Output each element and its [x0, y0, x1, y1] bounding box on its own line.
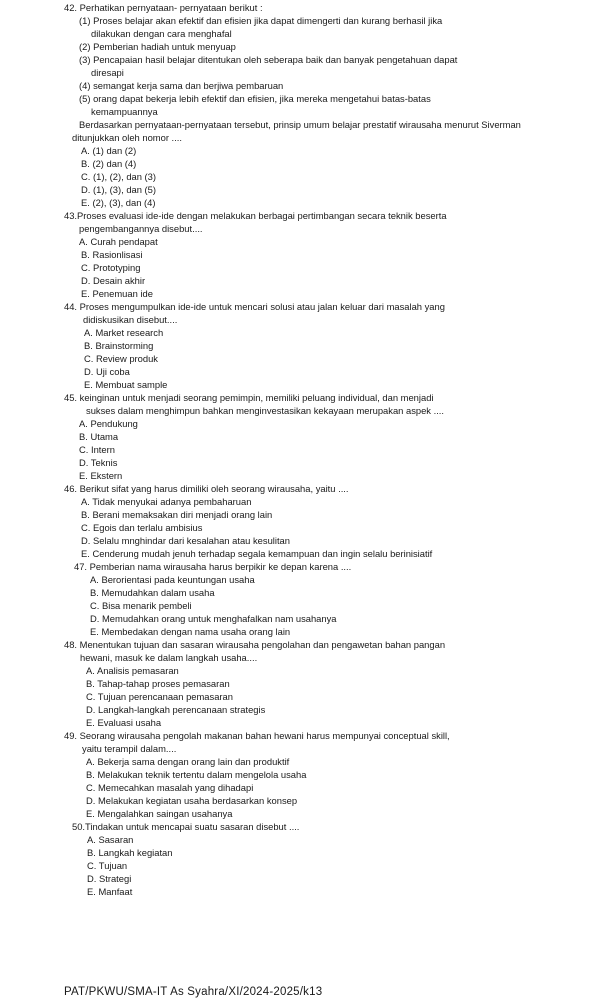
option-42-b: B. (2) dan (4): [81, 158, 137, 169]
option-42-c: C. (1), (2), dan (3): [81, 171, 157, 182]
question-49-stem-line-1: 49. Seorang wirausaha pengolah makanan bahan hewani harus mempunyai conceptual skill,: [64, 730, 450, 741]
option-46-e: E. Cenderung mudah jenuh terhadap segala kemampuan dan ingin selalu berinisiatif: [81, 548, 433, 559]
option-45-b: B. Utama: [79, 431, 119, 442]
statement-5-line-2: kemampuannya: [91, 106, 158, 117]
option-47-b: B. Memudahkan dalam usaha: [90, 587, 215, 598]
option-43-b: B. Rasionlisasi: [81, 249, 143, 260]
statement-3-line-2: diresapi: [91, 67, 124, 78]
option-43-e: E. Penemuan ide: [81, 288, 153, 299]
option-46-b: B. Berani memaksakan diri menjadi orang lain: [81, 509, 273, 520]
option-49-b: B. Melakukan teknik tertentu dalam mengelola usaha: [86, 769, 307, 780]
question-45-stem-line-1: 45. keinginan untuk menjadi seorang pemimpin, memiliki peluang individual, dan menjadi: [64, 392, 434, 403]
option-42-a: A. (1) dan (2): [81, 145, 137, 156]
option-50-d: D. Strategi: [87, 873, 132, 884]
option-50-b: B. Langkah kegiatan: [87, 847, 173, 858]
option-49-a: A. Bekerja sama dengan orang lain dan produktif: [86, 756, 290, 767]
question-44-stem-line-1: 44. Proses mengumpulkan ide-ide untuk mencari solusi atau jalan keluar dari masalah yang: [64, 301, 445, 312]
option-43-a: A. Curah pendapat: [79, 236, 158, 247]
question-42-stem: 42. Perhatikan pernyataan- pernyataan berikut :: [64, 2, 263, 13]
option-50-c: C. Tujuan: [87, 860, 128, 871]
statement-1-line-1: (1) Proses belajar akan efektif dan efisien jika dapat dimengerti dan kurang berhasil jika: [79, 15, 443, 26]
option-42-e: E. (2), (3), dan (4): [81, 197, 156, 208]
question-47-stem: 47. Pemberian nama wirausaha harus berpikir ke depan karena ....: [74, 561, 352, 572]
option-48-c: C. Tujuan perencanaan pemasaran: [86, 691, 233, 702]
option-42-d: D. (1), (3), dan (5): [81, 184, 157, 195]
question-46-stem: 46. Berikut sifat yang harus dimiliki oleh seorang wirausaha, yaitu ....: [64, 483, 349, 494]
option-45-e: E. Ekstern: [79, 470, 123, 481]
option-44-d: D. Uji coba: [84, 366, 130, 377]
option-49-c: C. Memecahkan masalah yang dihadapi: [86, 782, 254, 793]
option-48-a: A. Analisis pemasaran: [86, 665, 179, 676]
option-48-b: B. Tahap-tahap proses pemasaran: [86, 678, 230, 689]
question-45-stem-line-2: sukses dalam menghimpun bahkan menginvestasikan kekayaan merupakan aspek ....: [86, 405, 445, 416]
question-49-stem-line-2: yaitu terampil dalam....: [82, 743, 177, 754]
option-47-c: C. Bisa menarik pembeli: [90, 600, 192, 611]
question-42-prompt-line-1: Berdasarkan pernyataan-pernyataan tersebut, prinsip umum belajar prestatif wirausaha menurut Siverman: [79, 119, 521, 130]
option-44-b: B. Brainstorming: [84, 340, 154, 351]
option-45-d: D. Teknis: [79, 457, 118, 468]
question-48-stem-line-1: 48. Menentukan tujuan dan sasaran wirausaha pengolahan dan pengawetan bahan pangan: [64, 639, 446, 650]
option-49-e: E. Mengalahkan saingan usahanya: [86, 808, 233, 819]
option-46-c: C. Egois dan terlalu ambisius: [81, 522, 203, 533]
option-45-a: A. Pendukung: [79, 418, 138, 429]
question-44-stem-line-2: didiskusikan disebut....: [83, 314, 178, 325]
option-46-a: A. Tidak menyukai adanya pembaharuan: [81, 496, 252, 507]
question-42-prompt-line-2: ditunjukkan oleh nomor ....: [72, 132, 182, 143]
statement-1-line-2: dilakukan dengan cara menghafal: [91, 28, 232, 39]
statement-2: (2) Pemberian hadiah untuk menyuap: [79, 41, 236, 52]
option-45-c: C. Intern: [79, 444, 115, 455]
option-49-d: D. Melakukan kegiatan usaha berdasarkan konsep: [86, 795, 298, 806]
option-44-e: E. Membuat sample: [84, 379, 168, 390]
option-50-e: E. Manfaat: [87, 886, 133, 897]
page-footer: PAT/PKWU/SMA-IT As Syahra/XI/2024-2025/k13: [64, 986, 323, 998]
question-50-stem: 50.Tindakan untuk mencapai suatu sasaran disebut ....: [72, 821, 300, 832]
option-47-a: A. Berorientasi pada keuntungan usaha: [90, 574, 255, 585]
option-48-e: E. Evaluasi usaha: [86, 717, 162, 728]
statement-3-line-1: (3) Pencapaian hasil belajar ditentukan oleh seberapa baik dan banyak pengetahuan dapat: [79, 54, 458, 65]
option-44-c: C. Review produk: [84, 353, 158, 364]
option-50-a: A. Sasaran: [87, 834, 134, 845]
question-43-stem-line-2: pengembangannya disebut....: [79, 223, 203, 234]
statement-5-line-1: (5) orang dapat bekerja lebih efektif dan efisien, jika mereka mengetahui batas-batas: [79, 93, 431, 104]
option-44-a: A. Market research: [84, 327, 164, 338]
option-47-d: D. Memudahkan orang untuk menghafalkan nam usahanya: [90, 613, 337, 624]
option-43-d: D. Desain akhir: [81, 275, 146, 286]
option-46-d: D. Selalu mnghindar dari kesalahan atau kesulitan: [81, 535, 290, 546]
option-43-c: C. Prototyping: [81, 262, 141, 273]
option-48-d: D. Langkah-langkah perencanaan strategis: [86, 704, 266, 715]
question-48-stem-line-2: hewani, masuk ke dalam langkah usaha....: [80, 652, 258, 663]
statement-4: (4) semangat kerja sama dan berjiwa pembaruan: [79, 80, 284, 91]
question-43-stem-line-1: 43.Proses evaluasi ide-ide dengan melakukan berbagai pertimbangan secara teknik beserta: [64, 210, 447, 221]
option-47-e: E. Membedakan dengan nama usaha orang lain: [90, 626, 291, 637]
